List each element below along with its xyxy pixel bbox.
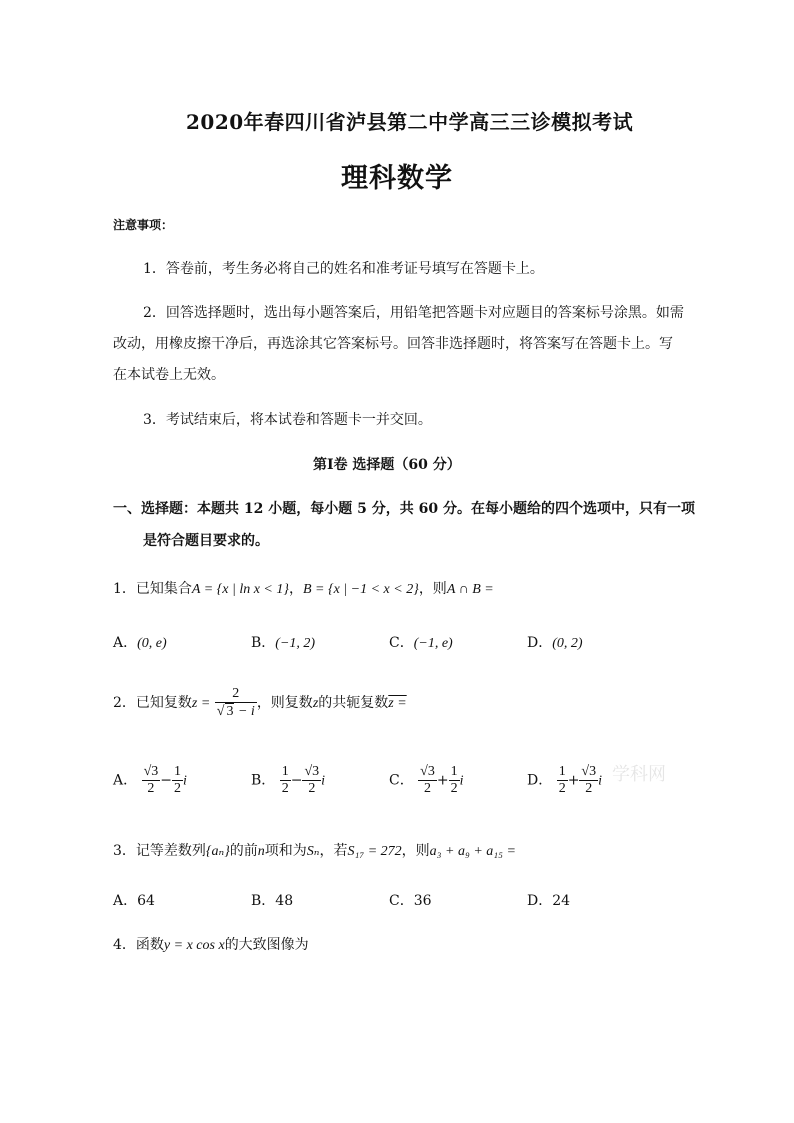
q4-function: y = x cos x: [163, 938, 225, 953]
q2-z-eq: z =: [191, 696, 211, 711]
numerator: √3: [420, 764, 435, 779]
q2-mid: ，则复数: [256, 695, 313, 711]
imaginary-unit: i: [459, 773, 464, 789]
option-label: C．: [389, 772, 414, 789]
q2-fraction-numerator: 2: [215, 686, 257, 703]
q3-sn: Sₙ: [306, 844, 320, 859]
q1-comma: ，: [288, 581, 303, 597]
q1-option-b: [251, 632, 315, 652]
option-label: B．: [251, 635, 276, 651]
numerator: √3: [581, 764, 597, 779]
denominator: 2: [174, 781, 181, 796]
option-fraction-2: [579, 764, 598, 797]
q3-option-a: [113, 890, 155, 910]
q2-sqrt-radicand: 3: [226, 704, 234, 719]
q3-mid: 的前: [229, 843, 258, 859]
q3-option-b: [251, 890, 293, 910]
option-fraction-2: [172, 764, 183, 797]
numerator: √3: [304, 764, 320, 779]
q2-zbar: z =: [388, 696, 407, 711]
denominator: 2: [424, 781, 432, 796]
option-fraction-1: [142, 764, 161, 797]
option-label: A．: [113, 635, 138, 651]
option-value: 64: [137, 893, 155, 909]
exam-title: 2020年春四川省泸县第二中学高三三诊模拟考试: [186, 110, 634, 134]
denominator: 2: [308, 781, 316, 796]
watermark: 学科网: [612, 764, 666, 785]
q1-set-a: A = {x | ln x < 1}: [191, 582, 289, 597]
option-fraction-1: [418, 764, 437, 797]
option-label: B．: [251, 772, 276, 789]
option-label: D．: [527, 893, 553, 909]
q1-option-c: [389, 632, 453, 652]
denominator: 2: [558, 781, 566, 796]
section-instruction-line-2: 是符合题目要求的。: [143, 533, 269, 549]
numerator: 1: [558, 764, 566, 779]
question-4: [113, 934, 309, 954]
option-label: C．: [389, 893, 414, 909]
q1-expression: A ∩ B =: [446, 582, 494, 597]
q3-prefix: 3．记等差数列: [113, 843, 206, 859]
q3-n: n: [257, 844, 265, 859]
option-label: C．: [389, 635, 414, 651]
numerator: 1: [281, 764, 289, 779]
question-3: [113, 840, 516, 860]
option-value: (−1, 2): [275, 636, 316, 651]
q3-expression: a₃ + a₉ + a₁₅ =: [429, 844, 516, 859]
numerator: 1: [450, 764, 458, 779]
exam-subject: 理科数学: [341, 163, 453, 194]
notice-item-2-line-2: 改动，用橡皮擦干净后，再选涂其它答案标号。回答非选择题时，将答案写在答题卡上。写: [113, 336, 673, 352]
denominator: 2: [450, 781, 458, 796]
section-instruction-line-1: 一、选择题：本题共 12 小题，每小题 5 分，共 60 分。在每小题给的四个选项中，只有一项: [113, 501, 695, 517]
q3-option-c: [389, 890, 432, 910]
q4-suffix: 的大致图像为: [224, 937, 309, 953]
q2-option-d: [527, 764, 602, 797]
q2-fraction-denominator: √ 3 − i: [216, 704, 255, 719]
option-value: 24: [552, 893, 571, 909]
denominator: 2: [281, 781, 289, 796]
q3-option-d: [527, 890, 570, 910]
option-value: (0, e): [137, 636, 167, 651]
q1-option-d: [527, 632, 583, 652]
operator: −: [160, 772, 172, 789]
option-label: D．: [527, 635, 553, 651]
question-2: [113, 686, 407, 720]
q2-den-rest: − i: [234, 704, 255, 719]
q2-option-b: [251, 764, 325, 797]
option-fraction-2: [449, 764, 460, 797]
q1-prefix: 1．已知集合: [113, 581, 192, 597]
operator: −: [290, 772, 303, 789]
q3-mid4: ，则: [401, 843, 430, 859]
q1-set-b: B = {x | −1 < x < 2}: [302, 582, 419, 597]
notice-heading: 注意事项：: [113, 218, 174, 232]
option-label: A．: [113, 893, 138, 909]
q2-fraction: [215, 686, 257, 720]
q3-sequence: {aₙ}: [205, 844, 230, 859]
q2-mid2: 的共轭复数: [318, 695, 389, 711]
notice-item-2-line-1: 2．回答选择题时，选出每小题答案后，用铅笔把答题卡对应题目的答案标号涂黑。如需: [143, 305, 684, 321]
option-fraction-1: [557, 764, 568, 797]
option-label: B．: [251, 893, 276, 909]
q2-prefix: 2．已知复数: [113, 695, 192, 711]
q3-mid3: ，若: [319, 843, 348, 859]
option-value: (−1, e): [413, 636, 453, 651]
option-value: (0, 2): [552, 636, 583, 651]
q1-then: ，则: [418, 581, 447, 597]
notice-item-2-line-3: 在本试卷上无效。: [113, 367, 225, 383]
q2-option-c: [389, 764, 463, 797]
option-label: D．: [527, 772, 553, 789]
operator: +: [567, 772, 580, 789]
question-1: [113, 578, 494, 598]
option-value: 36: [413, 893, 432, 909]
notice-item-3: 3．考试结束后，将本试卷和答题卡一并交回。: [143, 412, 432, 428]
operator: +: [436, 772, 449, 789]
option-fraction-1: [280, 764, 291, 797]
section-title: 第Ⅰ卷 选择题（60 分）: [313, 457, 461, 473]
q2-option-a: [113, 764, 187, 797]
denominator: 2: [585, 781, 593, 796]
option-label: A．: [113, 772, 138, 789]
denominator: 2: [147, 781, 155, 796]
q3-condition: S₁₇ = 272: [347, 844, 402, 859]
q1-option-a: [113, 632, 167, 652]
q2-z: z: [312, 696, 319, 711]
option-value: 48: [275, 893, 294, 909]
q4-prefix: 4．函数: [113, 937, 164, 953]
numerator: √3: [143, 764, 159, 779]
q3-mid2: 项和为: [264, 843, 307, 859]
imaginary-unit: i: [183, 773, 187, 789]
notice-item-1: 1．答卷前，考生务必将自己的姓名和准考证号填写在答题卡上。: [143, 261, 544, 277]
option-fraction-2: [302, 764, 321, 797]
imaginary-unit: i: [321, 773, 326, 789]
imaginary-unit: i: [598, 773, 602, 789]
numerator: 1: [174, 764, 181, 779]
